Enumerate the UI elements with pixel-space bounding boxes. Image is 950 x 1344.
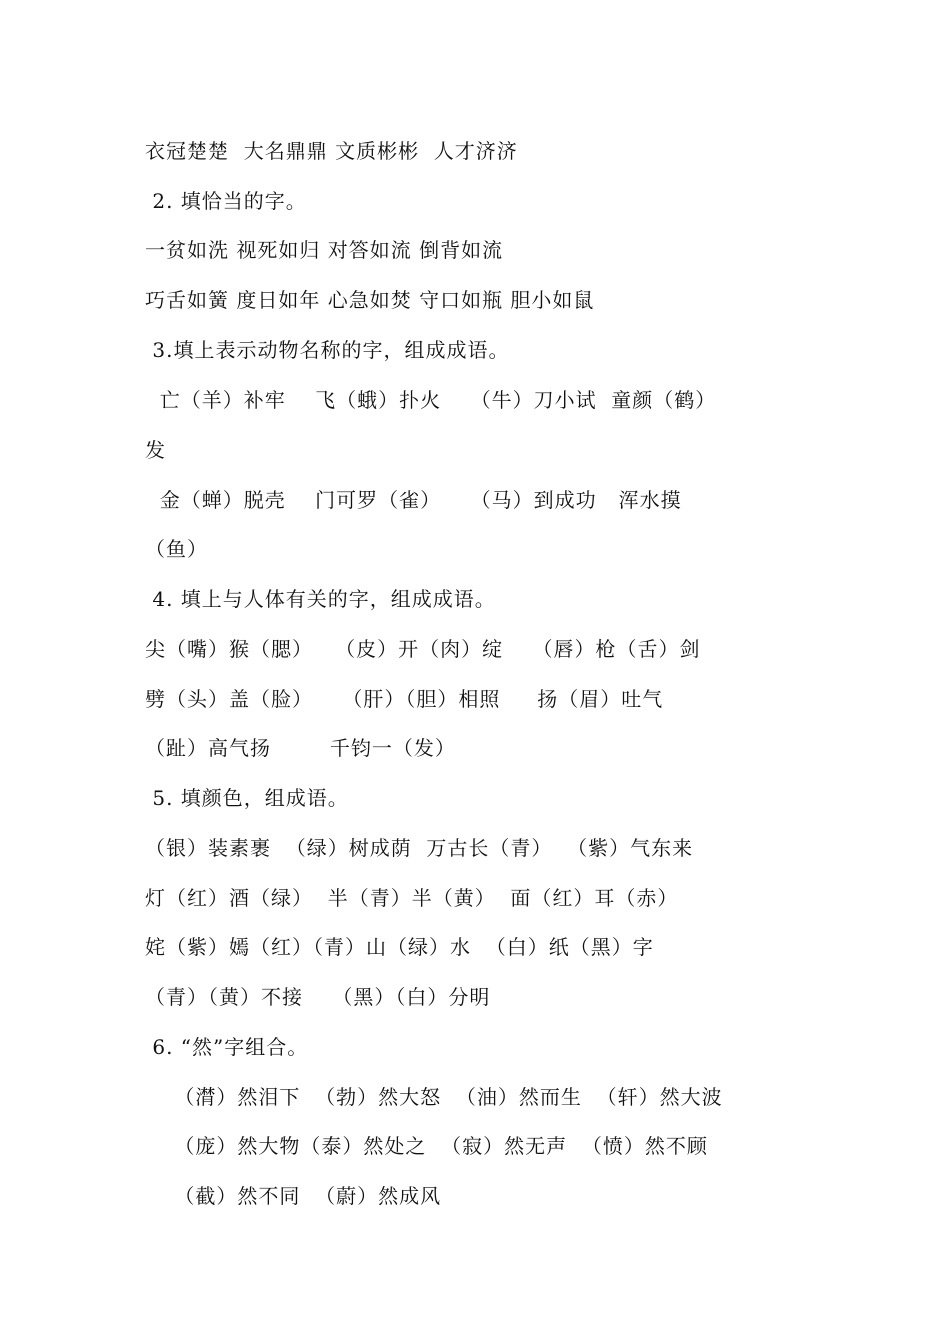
question-5-line-4: （青）（黄）不接 （黑）（白）分明 (145, 985, 491, 1009)
question-2-heading: 2. 填恰当的字。 (145, 189, 307, 213)
question-5-line-1: （银）装素裹 （绿）树成荫 万古长（青） （紫）气东来 (145, 836, 694, 860)
question-6-line-1: （潸）然泪下 （勃）然大怒 （油）然而生 （轩）然大波 (145, 1085, 723, 1109)
question-6-line-3: （截）然不同 （蔚）然成风 (145, 1184, 442, 1208)
question-5-line-3: 姹（紫）嫣（红）（青）山（绿）水 （白）纸（黑）字 (145, 935, 654, 959)
question-5-heading: 5. 填颜色，组成语。 (145, 786, 349, 810)
question-5-line-2: 灯（红）酒（绿） 半（青）半（黄） 面（红）耳（赤） (145, 886, 679, 910)
question-4-heading: 4. 填上与人体有关的字，组成成语。 (145, 587, 496, 611)
question-3-line-2-wrap: （鱼） (145, 537, 208, 561)
question-4-line-1: 尖（嘴）猴（腮） （皮）开（肉）绽 （唇）枪（舌）剑 (145, 637, 701, 661)
idiom-line-chuchu: 衣冠楚楚 大名鼎鼎 文质彬彬 人才济济 (145, 139, 518, 163)
question-6-line-2: （庞）然大物（泰）然处之 （寂）然无声 （愤）然不顾 (145, 1134, 708, 1158)
question-3-line-1: 亡（羊）补牢 飞（蛾）扑火 （牛）刀小试 童颜（鹤） (145, 388, 717, 412)
question-2-line-2: 巧舌如簧 度日如年 心急如焚 守口如瓶 胆小如鼠 (145, 288, 595, 312)
question-3-line-2: 金（蝉）脱壳 门可罗（雀） （马）到成功 浑水摸 (145, 488, 682, 512)
question-3-heading: 3.填上表示动物名称的字，组成成语。 (145, 338, 510, 362)
question-2-line-1: 一贫如洗 视死如归 对答如流 倒背如流 (145, 238, 504, 262)
question-3-line-1-wrap: 发 (145, 438, 166, 462)
question-6-heading: 6. “然”字组合。 (145, 1035, 309, 1059)
question-4-line-3: （趾）高气扬 千钧一（发） (145, 736, 456, 760)
question-4-line-2: 劈（头）盖（脸） （肝）（胆）相照 扬（眉）吐气 (145, 687, 664, 711)
